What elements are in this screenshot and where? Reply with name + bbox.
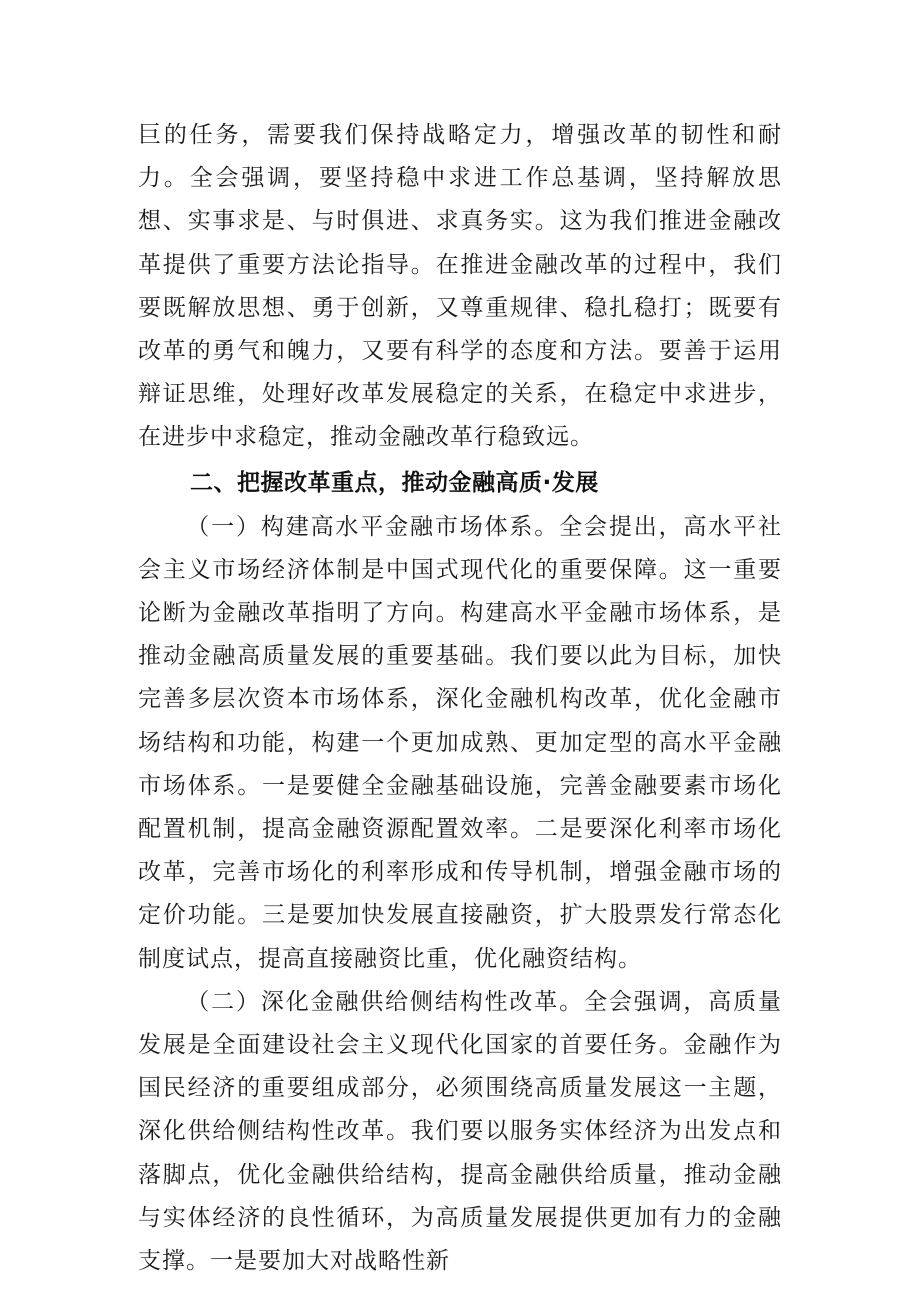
body-paragraph-market-system: （一）构建高水平金融市场体系。全会提出，高水平社会主义市场经济体制是中国式现代化的重要保障。这一重要论断为金融改革指明了方向。构建高水平金融市场体系，是推动金融高质量发展的重要基础。我们要以此为目标，加快完善多层次资本市场体系，深化金融机构改革，优化金融市场结构和功能，构建一个更加成熟、更加定型的高水平金融市场体系。一是要健全金融基础设施，完善金融要素市场化配置机制，提高金融资源配置效率。二是要深化利率市场化改革，完善市场化的利率形成和传导机制，增强金融市场的定价功能。三是要加快发展直接融资，扩大股票发行常态化制度试点，提高直接融资比重，优化融资结构。 (138, 513, 782, 972)
body-paragraph-supply-side-reform: （二）深化金融供给侧结构性改革。全会强调，高质量发展是全面建设社会主义现代化国家的首要任务。金融作为国民经济的重要组成部分，必须围绕高质量发展这一主题，深化供给侧结构性改革。我们要以服务实体经济为出发点和落脚点，优化金融供给结构，提高金融供给质量，推动金融与实体经济的良性循环，为高质量发展提供更加有力的金融支撑。一是要加大对战略性新 (138, 988, 782, 1275)
section-heading: 二、把握改革重点，推动金融高质·发展 (190, 469, 599, 496)
body-paragraph-continued: 巨的任务，需要我们保持战略定力，增强改革的韧性和耐力。全会强调，要坚持稳中求进工作总基调，坚持解放思想、实事求是、与时俱进、求真务实。这为我们推进金融改革提供了重要方法论指导。在推进金融改革的过程中，我们要既解放思想、勇于创新，又尊重规律、稳扎稳打；既要有改革的勇气和魄力，又要有科学的态度和方法。要善于运用辩证思维，处理好改革发展稳定的关系，在稳定中求进步，在进步中求稳定，推动金融改革行稳致远。 (138, 122, 782, 451)
